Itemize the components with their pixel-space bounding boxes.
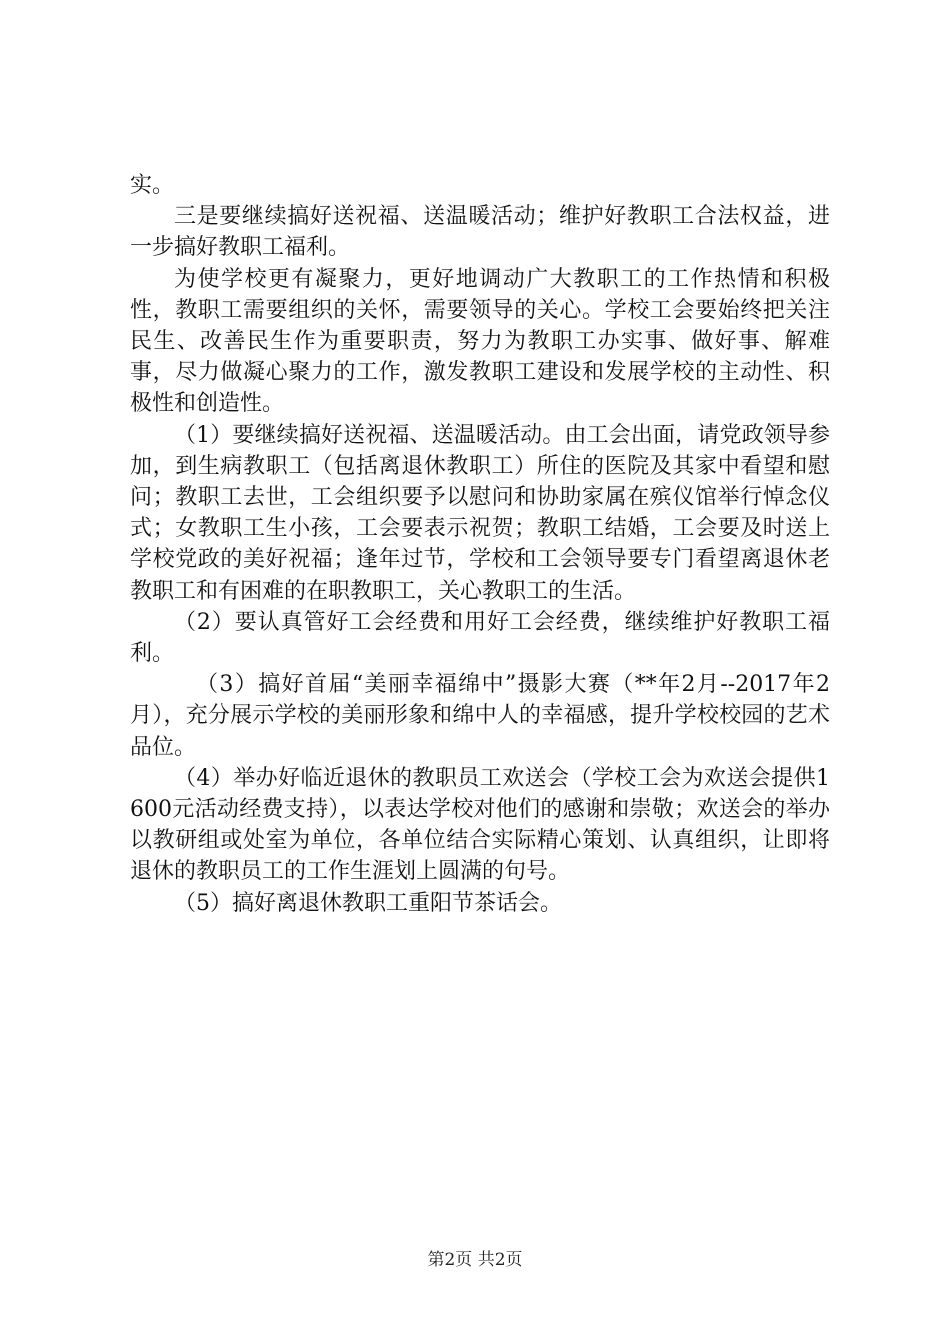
paragraph-item-1: （1）要继续搞好送祝福、送温暖活动。由工会出面，请党政领导参加，到生病教职工（包括离退休教职工）所住的医院及其家中看望和慰问；教职工去世，工会组织要予以慰问和协助家属在殡仪馆举行悼念仪式；女教职工生小孩，工会要表示祝贺；教职工结婚，工会要及时送上学校党政的美好祝福；逢年过节，学校和工会领导要专门看望离退休老教职工和有困难的在职教职工，关心教职工的生活。 <box>130 422 830 604</box>
paragraph-item-3: （3）搞好首届“美丽幸福绵中”摄影大赛（**年2月--2017年2月），充分展示学校的美丽形象和绵中人的幸福感，提升学校校园的艺术品位。 <box>130 672 830 760</box>
paragraph-item-4: （4）举办好临近退休的教职员工欢送会（学校工会为欢送会提供1600元活动经费支持），以表达学校对他们的感谢和崇敬；欢送会的举办以教研组或处室为单位，各单位结合实际精心策划、认真组织，让即将退休的教职员工的工作生涯划上圆满的句号。 <box>130 765 830 885</box>
paragraph-item-2: （2）要认真管好工会经费和用好工会经费，继续维护好教职工福利。 <box>130 609 830 667</box>
page-footer: 第2页 共2页 <box>427 1250 523 1270</box>
paragraph-cohesion: 为使学校更有凝聚力，更好地调动广大教职工的工作热情和积极性，教职工需要组织的关怀，需要领导的关心。学校工会要始终把关注民生、改善民生作为重要职责，努力为教职工办实事、做好事、解难事，尽力做凝心聚力的工作，激发教职工建设和发展学校的主动性、积极性和创造性。 <box>130 266 830 417</box>
paragraph-point-three: 三是要继续搞好送祝福、送温暖活动；维护好教职工合法权益，进一步搞好教职工福利。 <box>130 204 830 261</box>
document-body <box>130 170 830 919</box>
paragraph-continuation: 实。 <box>130 173 175 198</box>
paragraph-item-5: （5）搞好离退休教职工重阳节茶话会。 <box>174 890 562 916</box>
